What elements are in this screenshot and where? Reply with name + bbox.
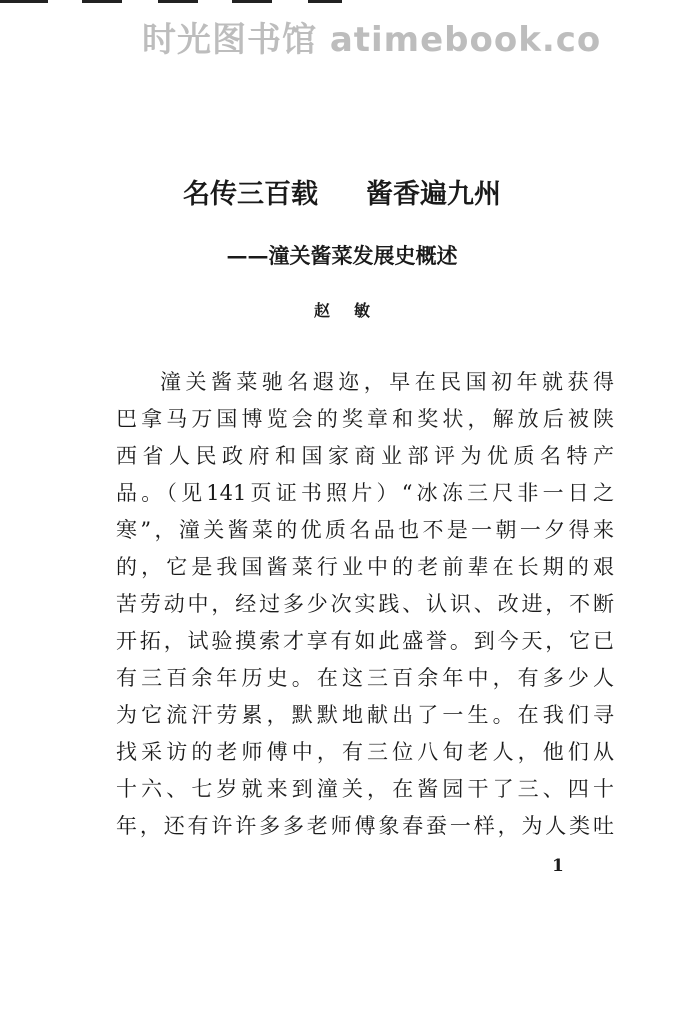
body-line: 西省人民政府和国家商业部评为优质名特产 <box>116 444 614 468</box>
body-line: 苦劳动中，经过多少次实践、认识、改进，不断 <box>116 592 614 616</box>
title-part-1: 名传三百载 <box>183 179 318 210</box>
body-line: 巴拿马万国博览会的奖章和奖状，解放后被陕 <box>116 407 614 431</box>
top-border-marks <box>0 0 684 8</box>
body-text <box>116 364 614 845</box>
body-line: 的，它是我国酱菜行业中的老前辈在长期的艰 <box>116 555 614 579</box>
body-line: 年，还有许许多多老师傅象春蚕一样，为人类吐 <box>116 814 614 838</box>
body-line: 有三百余年历史。在这三百余年中，有多少人 <box>116 666 614 690</box>
body-line: 十六、七岁就来到潼关，在酱园干了三、四十 <box>116 777 614 801</box>
title-part-2: 酱香遍九州 <box>366 179 501 210</box>
body-line: 为它流汗劳累，默默地献出了一生。在我们寻 <box>116 703 614 727</box>
body-line: 开拓，试验摸索才享有如此盛誉。到今天，它已 <box>116 629 614 653</box>
body-line: 潼关酱菜驰名遐迩，早在民国初年就获得 <box>160 370 614 394</box>
body-line: 寒”，潼关酱菜的优质名品也不是一朝一夕得来 <box>116 518 614 542</box>
watermark: 时光图书馆 atimebook.co <box>142 20 602 60</box>
article-subtitle: ——潼关酱菜发展史概述 <box>226 243 458 268</box>
author-name: 赵敏 <box>313 301 394 320</box>
body-line: 品。（见141页证书照片）“冰冻三尺非一日之 <box>116 481 614 505</box>
page-number: 1 <box>552 856 564 876</box>
body-line: 找采访的老师傅中，有三位八旬老人，他们从 <box>116 740 614 764</box>
article-title <box>0 172 684 211</box>
